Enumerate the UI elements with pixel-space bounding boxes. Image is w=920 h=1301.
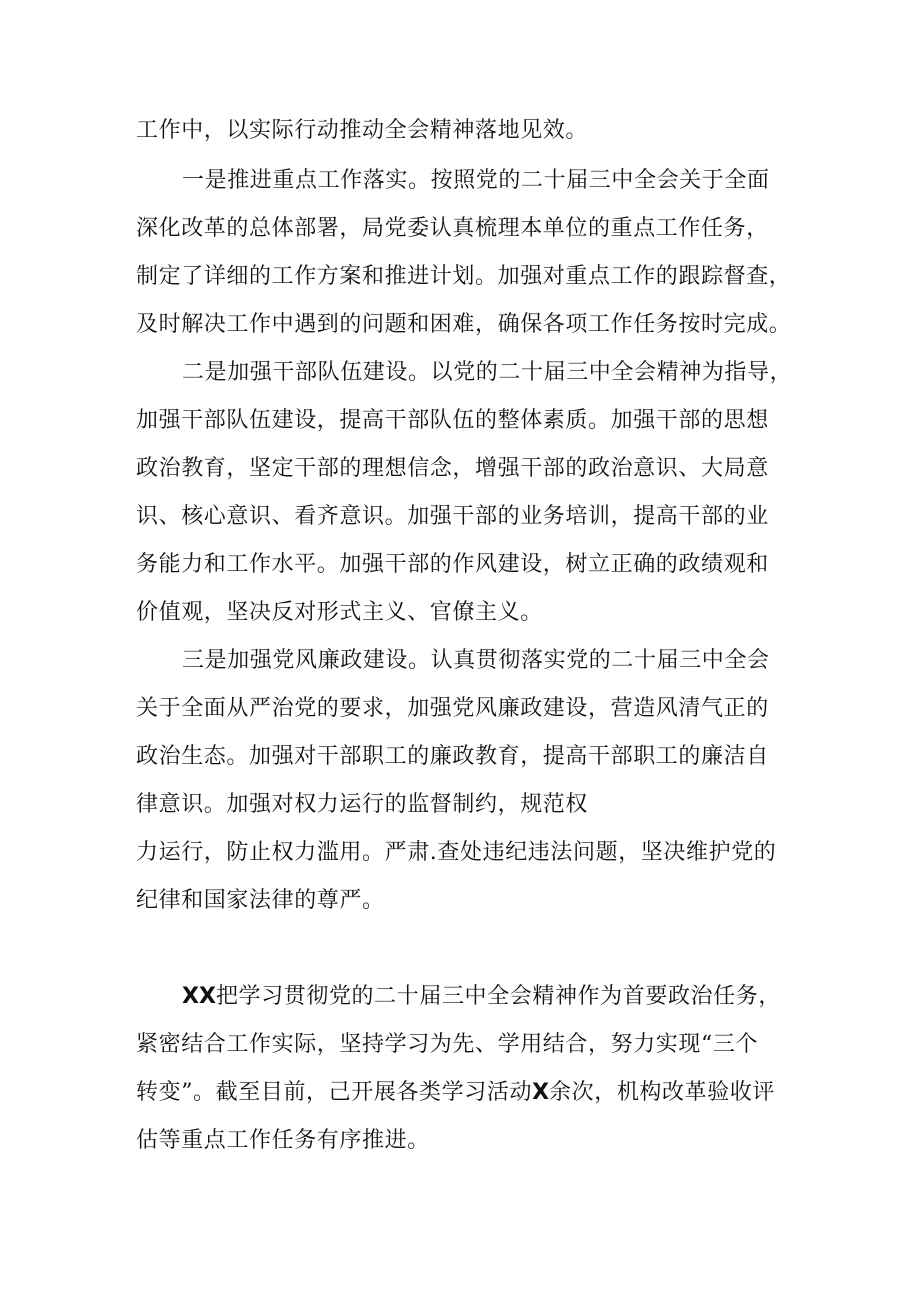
paragraph-line: 三是加强党风廉政建设。认真贯彻落实党的二十届三中全会 bbox=[182, 648, 770, 673]
summary-line-4: 估等重点工作任务有序推进。 bbox=[136, 1128, 430, 1153]
paragraph-line: 一是推进重点工作落实。按照党的二十届三中全会关于全面 bbox=[182, 168, 770, 193]
paragraph-line: 政治生态。加强对干部职工的廉政教育，提高干部职工的廉洁自 bbox=[136, 744, 769, 769]
org-placeholder: XX bbox=[182, 984, 216, 1009]
paragraph-line: 及时解决工作中遇到的问题和困难，确保各项工作任务按时完成。 bbox=[136, 312, 792, 337]
summary-line-3 bbox=[136, 1078, 775, 1108]
paragraph-line: 加强干部队伍建设，提高干部队伍的整体素质。加强干部的思想 bbox=[136, 408, 769, 433]
paragraph-line: 工作中，以实际行动推动全会精神落地见效。 bbox=[136, 118, 589, 143]
paragraph-line: 二是加强干部队伍建设。以党的二十届三中全会精神为指导， bbox=[182, 360, 793, 385]
paragraph-line: 力运行，防止权力滥用。严肃.查处违纪违法问题，坚决维护党的 bbox=[136, 840, 777, 865]
paragraph-line: 律意识。加强对权力运行的监督制约，规范权 bbox=[136, 792, 589, 817]
count-placeholder: X bbox=[532, 1080, 550, 1105]
paragraph-line: 政治教育，坚定干部的理想信念，增强干部的政治意识、大局意 bbox=[136, 456, 769, 481]
paragraph-line: 务能力和工作水平。加强干部的作风建设，树立正确的政绩观和 bbox=[136, 552, 769, 577]
paragraph-line: 价值观，坚决反对形式主义、官僚主义。 bbox=[136, 600, 543, 625]
paragraph-line: 关于全面从严治党的要求，加强党风廉政建设，营造风清气正的 bbox=[136, 696, 769, 721]
summary-text: 余次，机构改革验收评 bbox=[549, 1080, 776, 1105]
paragraph-line: 深化改革的总体部署，局党委认真梳理本单位的重点工作任务， bbox=[136, 216, 769, 241]
summary-line-1 bbox=[182, 982, 781, 1012]
paragraph-line: 制定了详细的工作方案和推进计划。加强对重点工作的跟踪督查， bbox=[136, 264, 792, 289]
paragraph-line: 识、核心意识、看齐意识。加强干部的业务培训，提高干部的业 bbox=[136, 504, 769, 529]
paragraph-line: 纪律和国家法律的尊严。 bbox=[136, 888, 385, 913]
summary-text: 转变”。截至目前，己开展各类学习活动 bbox=[136, 1080, 533, 1105]
summary-line-2: 紧密结合工作实际，坚持学习为先、学用结合，努力实现“三个 bbox=[136, 1032, 759, 1057]
summary-text: 把学习贯彻党的二十届三中全会精神作为首要政治任务， bbox=[215, 984, 781, 1009]
